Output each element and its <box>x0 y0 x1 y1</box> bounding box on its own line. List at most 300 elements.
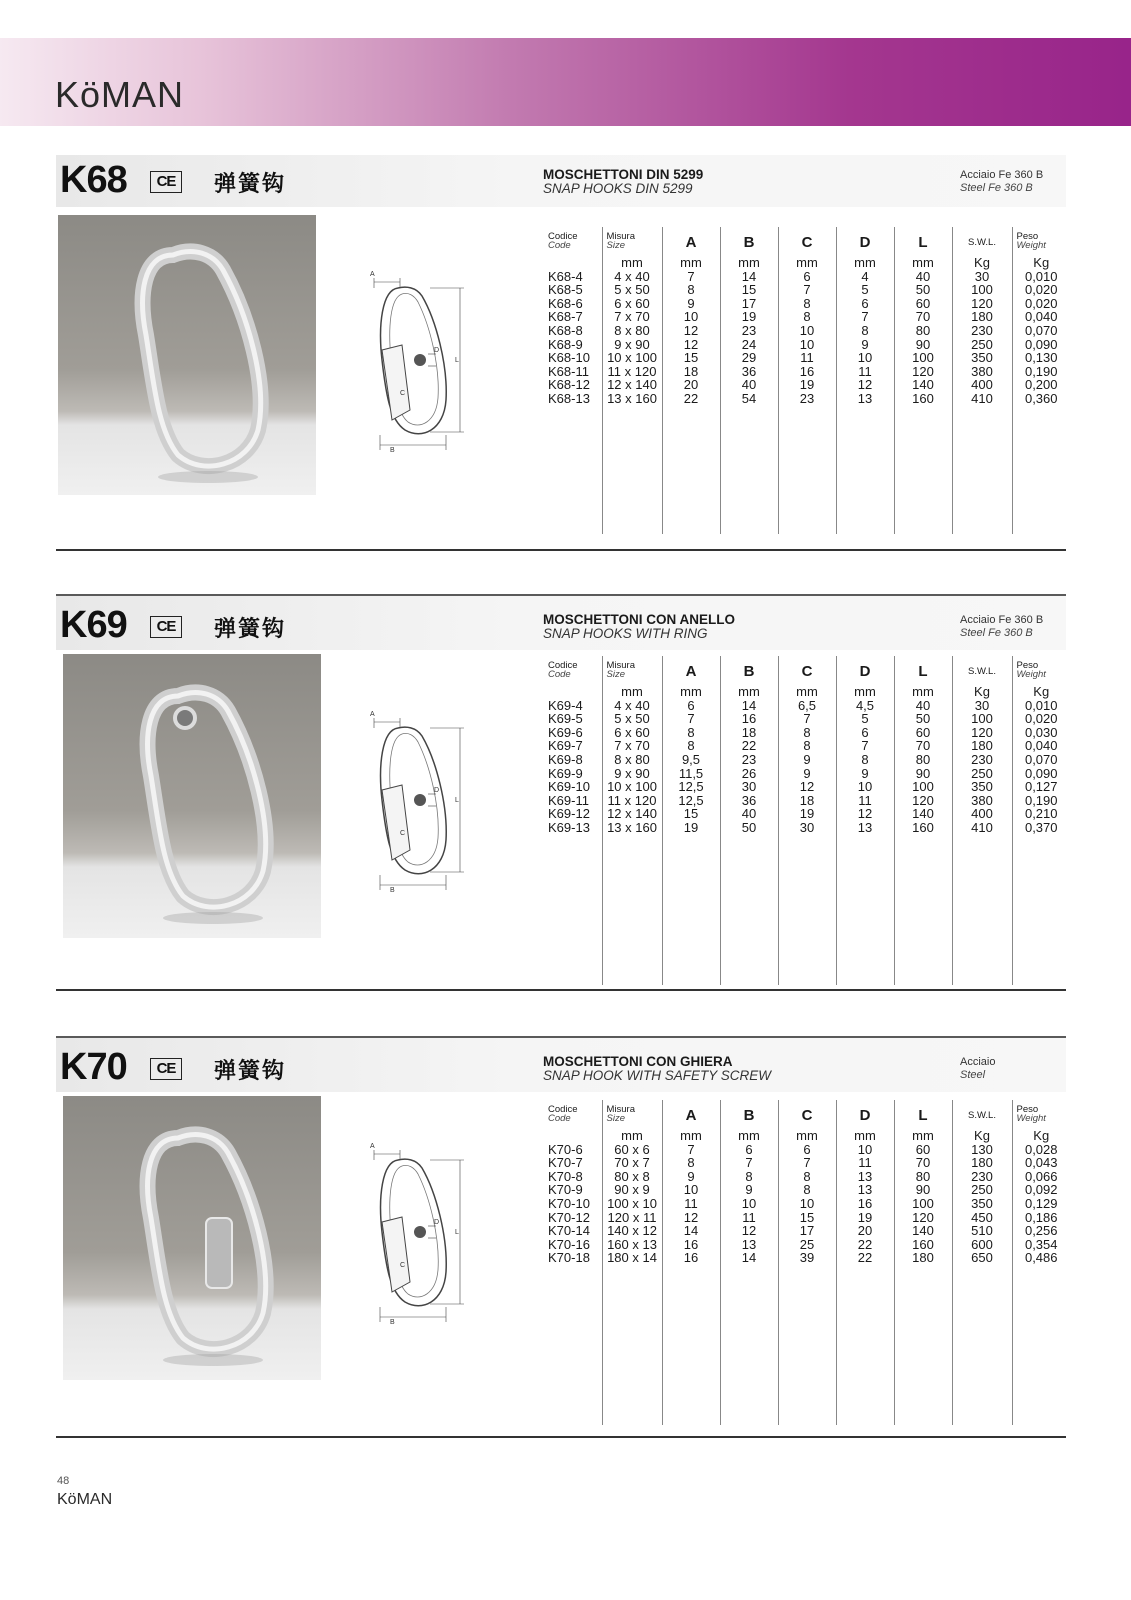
units-row <box>544 1126 1070 1143</box>
table-cell: 0,190 <box>1012 794 1070 808</box>
table-cell: 30 <box>720 780 778 794</box>
table-cell: 160 <box>894 392 952 406</box>
table-cell: 29 <box>720 351 778 365</box>
col-header-a: A <box>662 227 720 253</box>
table-cell: 120 <box>894 794 952 808</box>
table-cell: 0,092 <box>1012 1183 1070 1197</box>
svg-text:A: A <box>370 711 375 718</box>
table-cell: 410 <box>952 392 1012 406</box>
col-header-b: B <box>720 227 778 253</box>
unit-cell <box>544 253 602 270</box>
filler-cell <box>778 1265 836 1425</box>
table-cell: K69-10 <box>548 779 590 795</box>
table-cell: 250 <box>952 767 1012 781</box>
brand-logo: KöMAN <box>55 74 185 115</box>
table-cell: 4 x 40 <box>602 699 662 713</box>
table-cell: 23 <box>720 324 778 338</box>
unit-cell: mm <box>778 682 836 699</box>
product-section-k70 <box>0 1042 1131 1482</box>
table-cell: 0,129 <box>1012 1197 1070 1211</box>
table-cell: 6 x 60 <box>602 297 662 311</box>
table-cell: 7 x 70 <box>602 310 662 324</box>
table-cell: 12 <box>662 324 720 338</box>
table-cell: 8 <box>778 739 836 753</box>
table-cell: 7 <box>778 712 836 726</box>
table-cell: 8 <box>778 726 836 740</box>
table-cell: 19 <box>662 821 720 835</box>
col-header-b: B <box>720 656 778 682</box>
table-cell: 4 <box>836 270 894 284</box>
table-cell: 10 <box>836 780 894 794</box>
filler-cell <box>952 835 1012 985</box>
svg-text:C: C <box>400 1262 406 1269</box>
table-cell: 7 <box>778 283 836 297</box>
table-cell: 12,5 <box>662 794 720 808</box>
svg-text:L: L <box>455 1229 459 1236</box>
table-cell: 7 <box>662 270 720 284</box>
table-cell: 400 <box>952 378 1012 392</box>
table-cell: 11 <box>662 1197 720 1211</box>
table-cell: 23 <box>778 392 836 406</box>
table-cell: 350 <box>952 351 1012 365</box>
table-row <box>544 1251 1070 1265</box>
table-cell: 60 <box>894 1143 952 1157</box>
table-cell: 17 <box>720 297 778 311</box>
table-filler-row <box>544 1265 1070 1425</box>
dimension-diagram <box>360 270 470 460</box>
table-cell: 60 x 6 <box>602 1143 662 1157</box>
unit-cell: mm <box>662 253 720 270</box>
table-cell: 14 <box>720 699 778 713</box>
table-row <box>544 1238 1070 1252</box>
table-cell: 8 <box>778 1183 836 1197</box>
table-row <box>544 351 1070 365</box>
svg-text:B: B <box>390 887 395 894</box>
table-cell: 9 <box>720 1183 778 1197</box>
table-cell: 70 x 7 <box>602 1156 662 1170</box>
table-cell: 16 <box>720 712 778 726</box>
table-cell: 0,190 <box>1012 365 1070 379</box>
table-cell: K70-8 <box>548 1168 583 1184</box>
svg-text:L: L <box>455 357 459 364</box>
table-cell: 13 x 160 <box>602 821 662 835</box>
filler-cell <box>662 1265 720 1425</box>
table-cell: K69-5 <box>548 711 583 727</box>
table-cell: 0,030 <box>1012 726 1070 740</box>
table-row <box>544 310 1070 324</box>
table-cell: 30 <box>952 699 1012 713</box>
table-cell: 36 <box>720 365 778 379</box>
table-cell: K70-12 <box>548 1209 590 1225</box>
col-header-swl: S.W.L. <box>952 1100 1012 1126</box>
page-number: 48 <box>57 1475 70 1487</box>
unit-cell: mm <box>602 682 662 699</box>
col-header-a: A <box>662 656 720 682</box>
table-cell: 15 <box>662 351 720 365</box>
table-cell: 14 <box>720 270 778 284</box>
table-cell: 11 <box>836 365 894 379</box>
table-cell: 0,210 <box>1012 807 1070 821</box>
table-cell: 7 <box>778 1156 836 1170</box>
table-cell: 80 <box>894 1170 952 1184</box>
table-row <box>544 753 1070 767</box>
table-cell: 10 <box>836 351 894 365</box>
table-cell: K68-5 <box>548 282 583 298</box>
section-divider <box>56 989 1066 991</box>
filler-cell <box>662 835 720 985</box>
title-italian: MOSCHETTONI CON GHIERA <box>543 1054 733 1069</box>
table-cell: 16 <box>662 1251 720 1265</box>
table-cell: K70-18 <box>548 1250 590 1266</box>
table-cell: 100 <box>952 712 1012 726</box>
svg-text:A: A <box>370 271 375 278</box>
table-cell: 10 <box>662 310 720 324</box>
table-cell: 26 <box>720 767 778 781</box>
table-row <box>544 1224 1070 1238</box>
unit-cell <box>544 1126 602 1143</box>
table-cell: 9 <box>662 1170 720 1184</box>
table-cell: 180 x 14 <box>602 1251 662 1265</box>
table-row <box>544 1143 1070 1157</box>
table-cell: 17 <box>778 1224 836 1238</box>
table-cell: 400 <box>952 807 1012 821</box>
table-cell: 8 <box>778 310 836 324</box>
table-cell: 12 x 140 <box>602 807 662 821</box>
table-cell: 120 x 11 <box>602 1211 662 1225</box>
table-row <box>544 392 1070 406</box>
table-cell: 16 <box>778 365 836 379</box>
col-header-b: B <box>720 1100 778 1126</box>
table-cell: 0,130 <box>1012 351 1070 365</box>
filler-cell <box>544 406 602 534</box>
filler-cell <box>544 1265 602 1425</box>
table-cell: 12 <box>836 378 894 392</box>
svg-text:B: B <box>390 447 395 454</box>
product-photo <box>63 654 321 938</box>
unit-cell: Kg <box>952 253 1012 270</box>
table-cell: 22 <box>662 392 720 406</box>
filler-cell <box>720 1265 778 1425</box>
title-english: SNAP HOOKS DIN 5299 <box>543 181 693 196</box>
table-row <box>544 1170 1070 1184</box>
filler-cell <box>836 406 894 534</box>
table-cell: 0,486 <box>1012 1251 1070 1265</box>
table-cell: 5 <box>836 712 894 726</box>
table-cell: K70-10 <box>548 1195 590 1211</box>
table-cell: 12,5 <box>662 780 720 794</box>
material-english: Steel <box>960 1069 986 1081</box>
table-cell: 8 <box>662 726 720 740</box>
table-filler-row <box>544 835 1070 985</box>
col-header-c: C <box>778 656 836 682</box>
spec-table <box>544 656 1070 985</box>
table-cell: 0,020 <box>1012 712 1070 726</box>
table-row <box>544 297 1070 311</box>
table-cell: 5 x 50 <box>602 712 662 726</box>
table-cell: 8 <box>662 1156 720 1170</box>
table-cell: 0,090 <box>1012 338 1070 352</box>
table-row <box>544 1197 1070 1211</box>
filler-cell <box>894 1265 952 1425</box>
filler-cell <box>778 406 836 534</box>
table-cell: 15 <box>778 1211 836 1225</box>
filler-cell <box>778 835 836 985</box>
table-cell: 13 <box>836 821 894 835</box>
table-cell: 8 x 80 <box>602 753 662 767</box>
table-cell: 12 <box>720 1224 778 1238</box>
chinese-title: 弹簧钩 <box>214 171 287 196</box>
table-cell: K68-9 <box>548 336 583 352</box>
table-cell: K69-4 <box>548 697 583 713</box>
title-english: SNAP HOOK WITH SAFETY SCREW <box>543 1068 772 1083</box>
col-header-c: C <box>778 1100 836 1126</box>
table-cell: 140 <box>894 1224 952 1238</box>
unit-cell: mm <box>836 682 894 699</box>
table-cell: K68-8 <box>548 322 583 338</box>
title-english: SNAP HOOKS WITH RING <box>543 626 708 641</box>
table-cell: 8 <box>662 283 720 297</box>
table-cell: 0,028 <box>1012 1143 1070 1157</box>
filler-cell <box>1012 835 1070 985</box>
product-code: K70 <box>60 1046 127 1088</box>
table-cell: 100 <box>952 283 1012 297</box>
table-cell: 8 x 80 <box>602 324 662 338</box>
table-row <box>544 780 1070 794</box>
table-cell: 12 <box>778 780 836 794</box>
filler-cell <box>894 406 952 534</box>
table-cell: 650 <box>952 1251 1012 1265</box>
table-cell: 0,040 <box>1012 739 1070 753</box>
table-cell: 11 <box>836 794 894 808</box>
spec-table <box>544 1100 1070 1425</box>
unit-cell: mm <box>836 1126 894 1143</box>
table-row <box>544 821 1070 835</box>
material-italian: Acciaio Fe 360 B <box>960 169 1044 181</box>
title-italian: MOSCHETTONI CON ANELLO <box>543 612 735 627</box>
table-cell: 9 x 90 <box>602 338 662 352</box>
col-header-size: Misura Size <box>602 227 662 253</box>
table-cell: 54 <box>720 392 778 406</box>
table-cell: 600 <box>952 1238 1012 1252</box>
product-photo <box>63 1096 321 1380</box>
table-cell: 10 x 100 <box>602 780 662 794</box>
table-cell: 180 <box>952 739 1012 753</box>
table-cell: 0,370 <box>1012 821 1070 835</box>
table-cell: 0,090 <box>1012 767 1070 781</box>
col-header-l: L <box>894 1100 952 1126</box>
table-cell: 160 x 13 <box>602 1238 662 1252</box>
table-cell: 350 <box>952 780 1012 794</box>
table-cell: 180 <box>894 1251 952 1265</box>
table-cell: 9 x 90 <box>602 767 662 781</box>
table-cell: 6 <box>720 1143 778 1157</box>
table-cell: 40 <box>720 378 778 392</box>
svg-text:C: C <box>400 830 406 837</box>
col-header-code: Codice Code <box>548 1104 578 1124</box>
table-cell: 0,070 <box>1012 753 1070 767</box>
table-cell: 120 <box>894 1211 952 1225</box>
table-cell: 8 <box>836 324 894 338</box>
filler-cell <box>952 406 1012 534</box>
table-cell: 13 <box>836 1170 894 1184</box>
table-cell: 180 <box>952 310 1012 324</box>
table-cell: 9,5 <box>662 753 720 767</box>
filler-cell <box>602 1265 662 1425</box>
unit-cell: mm <box>894 1126 952 1143</box>
table-cell: 13 <box>836 1183 894 1197</box>
table-cell: 15 <box>720 283 778 297</box>
table-cell: 90 x 9 <box>602 1183 662 1197</box>
table-cell: 25 <box>778 1238 836 1252</box>
unit-cell: Kg <box>1012 682 1070 699</box>
table-cell: 9 <box>836 767 894 781</box>
table-cell: 10 <box>836 1143 894 1157</box>
col-header-d: D <box>836 227 894 253</box>
table-cell: K68-12 <box>548 377 590 393</box>
table-cell: 0,020 <box>1012 283 1070 297</box>
ce-mark: CE <box>150 1058 182 1080</box>
table-cell: 40 <box>894 270 952 284</box>
table-cell: 10 <box>778 1197 836 1211</box>
table-cell: 120 <box>952 297 1012 311</box>
ce-mark: CE <box>150 616 182 638</box>
table-cell: K68-4 <box>548 268 583 284</box>
unit-cell: Kg <box>1012 1126 1070 1143</box>
table-cell: 6 <box>778 270 836 284</box>
filler-cell <box>836 835 894 985</box>
table-cell: 80 x 8 <box>602 1170 662 1184</box>
table-cell: 100 <box>894 351 952 365</box>
table-cell: 6 <box>836 726 894 740</box>
table-cell: 80 <box>894 324 952 338</box>
filler-cell <box>544 835 602 985</box>
unit-cell: mm <box>894 682 952 699</box>
table-cell: 30 <box>778 821 836 835</box>
units-row <box>544 682 1070 699</box>
table-cell: 0,040 <box>1012 310 1070 324</box>
table-cell: 18 <box>720 726 778 740</box>
table-cell: 130 <box>952 1143 1012 1157</box>
table-cell: 4 x 40 <box>602 270 662 284</box>
table-cell: 11 <box>778 351 836 365</box>
table-cell: K69-13 <box>548 819 590 835</box>
filler-cell <box>602 406 662 534</box>
svg-text:D: D <box>434 1219 440 1226</box>
material-english: Steel Fe 360 B <box>960 627 1033 639</box>
table-cell: 13 x 160 <box>602 392 662 406</box>
unit-cell: mm <box>778 253 836 270</box>
filler-cell <box>602 835 662 985</box>
table-cell: 10 x 100 <box>602 351 662 365</box>
unit-cell: mm <box>720 682 778 699</box>
col-header-size: Misura Size <box>602 1100 662 1126</box>
title-italian: MOSCHETTONI DIN 5299 <box>543 167 704 182</box>
table-cell: 9 <box>778 767 836 781</box>
table-row <box>544 1156 1070 1170</box>
table-cell: 22 <box>720 739 778 753</box>
table-cell: 10 <box>778 338 836 352</box>
table-cell: 40 <box>894 699 952 713</box>
table-cell: 8 <box>662 739 720 753</box>
table-row <box>544 338 1070 352</box>
unit-cell: mm <box>720 253 778 270</box>
table-cell: 380 <box>952 794 1012 808</box>
table-cell: 9 <box>836 338 894 352</box>
table-cell: 5 <box>836 283 894 297</box>
table-cell: K70-14 <box>548 1223 590 1239</box>
table-cell: 0,354 <box>1012 1238 1070 1252</box>
table-cell: 120 <box>952 726 1012 740</box>
table-cell: 70 <box>894 1156 952 1170</box>
svg-text:A: A <box>370 1143 375 1150</box>
product-code: K69 <box>60 604 127 646</box>
table-cell: 230 <box>952 1170 1012 1184</box>
table-cell: 19 <box>778 807 836 821</box>
col-header-code: Codice Code <box>548 231 578 251</box>
col-header-weight: Peso Weight <box>1012 656 1070 682</box>
table-cell: 12 <box>836 807 894 821</box>
table-cell: 0,360 <box>1012 392 1070 406</box>
table-cell: 16 <box>662 1238 720 1252</box>
filler-cell <box>1012 406 1070 534</box>
table-cell: 0,256 <box>1012 1224 1070 1238</box>
svg-text:D: D <box>434 787 440 794</box>
table-row <box>544 794 1070 808</box>
table-cell: 7 <box>662 1143 720 1157</box>
table-cell: 230 <box>952 753 1012 767</box>
table-row <box>544 1183 1070 1197</box>
unit-cell: Kg <box>952 682 1012 699</box>
units-row <box>544 253 1070 270</box>
table-cell: 9 <box>778 753 836 767</box>
table-cell: 22 <box>836 1238 894 1252</box>
table-cell: 20 <box>836 1224 894 1238</box>
table-cell: 6 x 60 <box>602 726 662 740</box>
col-header-weight: Peso Weight <box>1012 1100 1070 1126</box>
filler-cell <box>894 835 952 985</box>
table-cell: K68-13 <box>548 390 590 406</box>
table-cell: K69-12 <box>548 806 590 822</box>
table-cell: K70-9 <box>548 1182 583 1198</box>
section-divider <box>56 549 1066 551</box>
filler-cell <box>836 1265 894 1425</box>
table-cell: 90 <box>894 767 952 781</box>
table-cell: 40 <box>720 807 778 821</box>
table-cell: 410 <box>952 821 1012 835</box>
table-cell: 250 <box>952 338 1012 352</box>
table-cell: K69-9 <box>548 765 583 781</box>
table-cell: 36 <box>720 794 778 808</box>
table-cell: 6 <box>836 297 894 311</box>
filler-cell <box>952 1265 1012 1425</box>
table-cell: 23 <box>720 753 778 767</box>
table-cell: 18 <box>778 794 836 808</box>
table-cell: 13 <box>836 392 894 406</box>
col-header-d: D <box>836 656 894 682</box>
table-cell: 0,020 <box>1012 297 1070 311</box>
table-cell: 24 <box>720 338 778 352</box>
table-cell: 380 <box>952 365 1012 379</box>
table-cell: 350 <box>952 1197 1012 1211</box>
table-cell: K68-6 <box>548 295 583 311</box>
filler-cell <box>1012 1265 1070 1425</box>
table-row <box>544 726 1070 740</box>
section-divider <box>56 1436 1066 1438</box>
table-cell: 12 <box>662 1211 720 1225</box>
table-cell: 18 <box>662 365 720 379</box>
table-cell: 90 <box>894 1183 952 1197</box>
col-header-c: C <box>778 227 836 253</box>
